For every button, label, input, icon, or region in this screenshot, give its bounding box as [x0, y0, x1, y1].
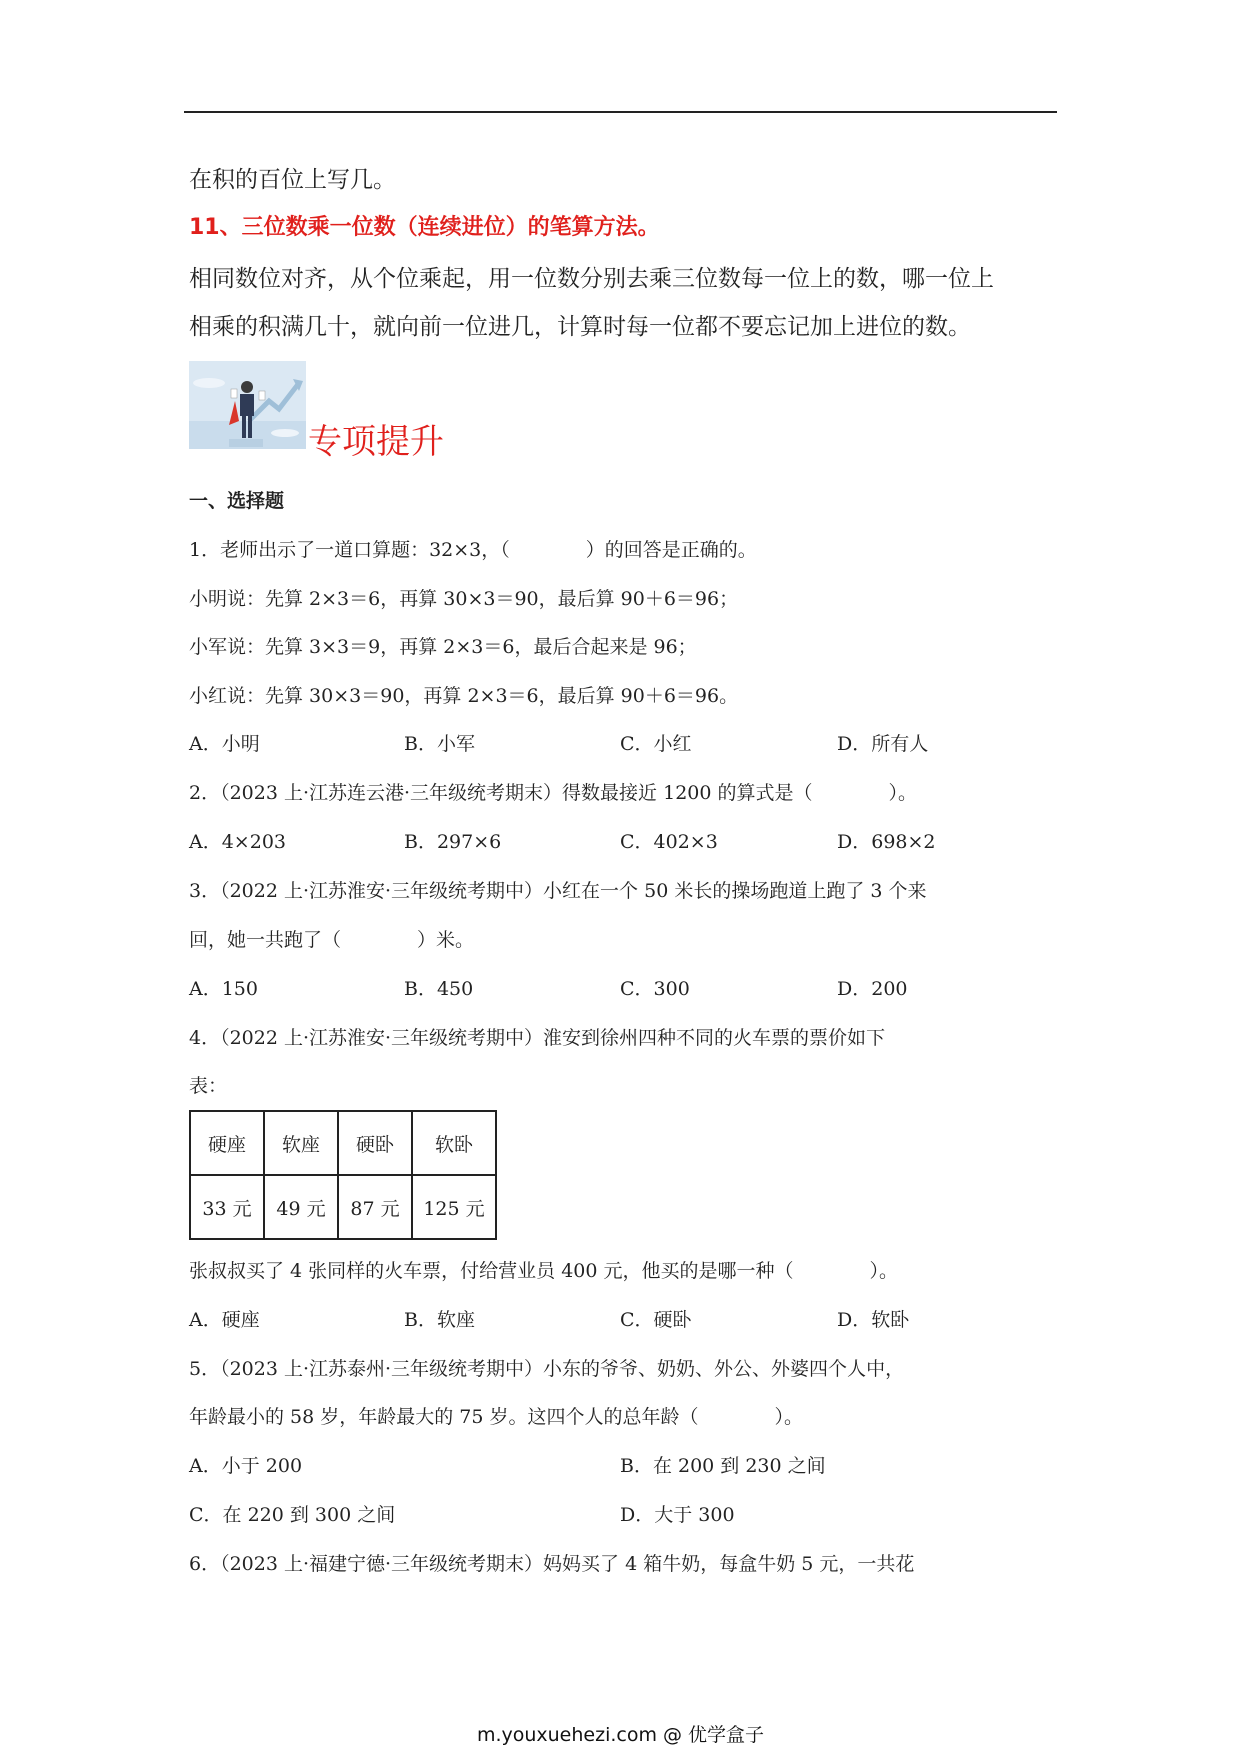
fare-price-cell: 87 元: [338, 1175, 412, 1239]
q5-option-b: B．在 200 到 230 之间: [620, 1455, 826, 1477]
fare-table-price-row: [190, 1175, 496, 1239]
q5-stem-1: 5．（2023 上·江苏泰州·三年级统考期中）小东的爷爷、奶奶、外公、外婆四个人中，: [189, 1358, 905, 1380]
fare-header-cell: 软卧: [412, 1111, 496, 1175]
q3-option-a: A．150: [189, 978, 258, 1000]
q5-option-a: A．小于 200: [189, 1455, 303, 1477]
q1-line2: 小明说：先算 2×3＝6，再算 30×3＝90，最后算 90＋6＝96；: [189, 588, 739, 610]
q4-option-c: C．硬卧: [620, 1309, 692, 1331]
q2-stem: 2．（2023 上·江苏连云港·三年级统考期末）得数最接近 1200 的算式是（ ）。: [189, 782, 917, 804]
fare-price-cell: 125 元: [412, 1175, 496, 1239]
header-rule: [184, 111, 1057, 113]
q6-stem-1: 6．（2023 上·福建宁德·三年级统考期末）妈妈买了 4 箱牛奶，每盒牛奶 5 元，一共花: [189, 1553, 915, 1575]
q1-option-a: A．小明: [189, 733, 260, 755]
fare-header-cell: 硬卧: [338, 1111, 412, 1175]
intro-tail: 在积的百位上写几。: [189, 167, 396, 193]
section-11-line2: 相乘的积满几十，就向前一位进几，计算时每一位都不要忘记加上进位的数。: [189, 314, 971, 340]
q3-stem-2: 回，她一共跑了（ ）米。: [189, 929, 475, 951]
q1-option-c: C．小红: [620, 733, 692, 755]
q2-option-a: A．4×203: [189, 831, 286, 853]
q5-option-c: C．在 220 到 300 之间: [189, 1504, 396, 1526]
fare-table: [189, 1110, 497, 1240]
q3-option-c: C．300: [620, 978, 690, 1000]
footer-watermark: m.youxuehezi.com @ 优学盒子: [476, 1724, 765, 1746]
q1-line4: 小红说：先算 30×3＝90，再算 2×3＝6，最后算 90＋6＝96。: [189, 685, 739, 707]
q1-option-b: B．小军: [404, 733, 475, 755]
q3-stem-1: 3．（2022 上·江苏淮安·三年级统考期中）小红在一个 50 米长的操场跑道上跑了 3 个来: [189, 880, 927, 902]
banner-title: 专项提升: [308, 422, 444, 462]
part1-title: 一、选择题: [189, 490, 285, 512]
fare-price-cell: 49 元: [264, 1175, 338, 1239]
q4-stem-1: 4．（2022 上·江苏淮安·三年级统考期中）淮安到徐州四种不同的火车票的票价如下: [189, 1027, 886, 1049]
q4-option-a: A．硬座: [189, 1309, 260, 1331]
q2-option-b: B．297×6: [404, 831, 502, 853]
q2-option-d: D．698×2: [837, 831, 936, 853]
fare-table-header-row: [190, 1111, 496, 1175]
q4-stem-3: 张叔叔买了 4 张同样的火车票，付给营业员 400 元，他买的是哪一种（ ）。: [189, 1260, 899, 1282]
banner-illustration: [189, 361, 306, 449]
q5-option-d: D．大于 300: [620, 1504, 735, 1526]
q3-option-d: D．200: [837, 978, 908, 1000]
q4-option-d: D．软卧: [837, 1309, 910, 1331]
fare-price-cell: 33 元: [190, 1175, 264, 1239]
section-11-heading: 11、三位数乘一位数（连续进位）的笔算方法。: [189, 215, 660, 240]
q4-option-b: B．软座: [404, 1309, 475, 1331]
fare-header-cell: 软座: [264, 1111, 338, 1175]
fare-header-cell: 硬座: [190, 1111, 264, 1175]
q3-option-b: B．450: [404, 978, 474, 1000]
q5-stem-2: 年龄最小的 58 岁，年龄最大的 75 岁。这四个人的总年龄（ ）。: [189, 1406, 804, 1428]
q1-option-d: D．所有人: [837, 733, 929, 755]
q1-line3: 小军说：先算 3×3＝9，再算 2×3＝6，最后合起来是 96；: [189, 636, 697, 658]
q2-option-c: C．402×3: [620, 831, 718, 853]
q4-stem-2: 表：: [189, 1075, 228, 1097]
q1-stem: 1．老师出示了一道口算题：32×3，（ ）的回答是正确的。: [189, 539, 757, 561]
section-11-line1: 相同数位对齐，从个位乘起，用一位数分别去乘三位数每一位上的数，哪一位上: [189, 266, 994, 292]
